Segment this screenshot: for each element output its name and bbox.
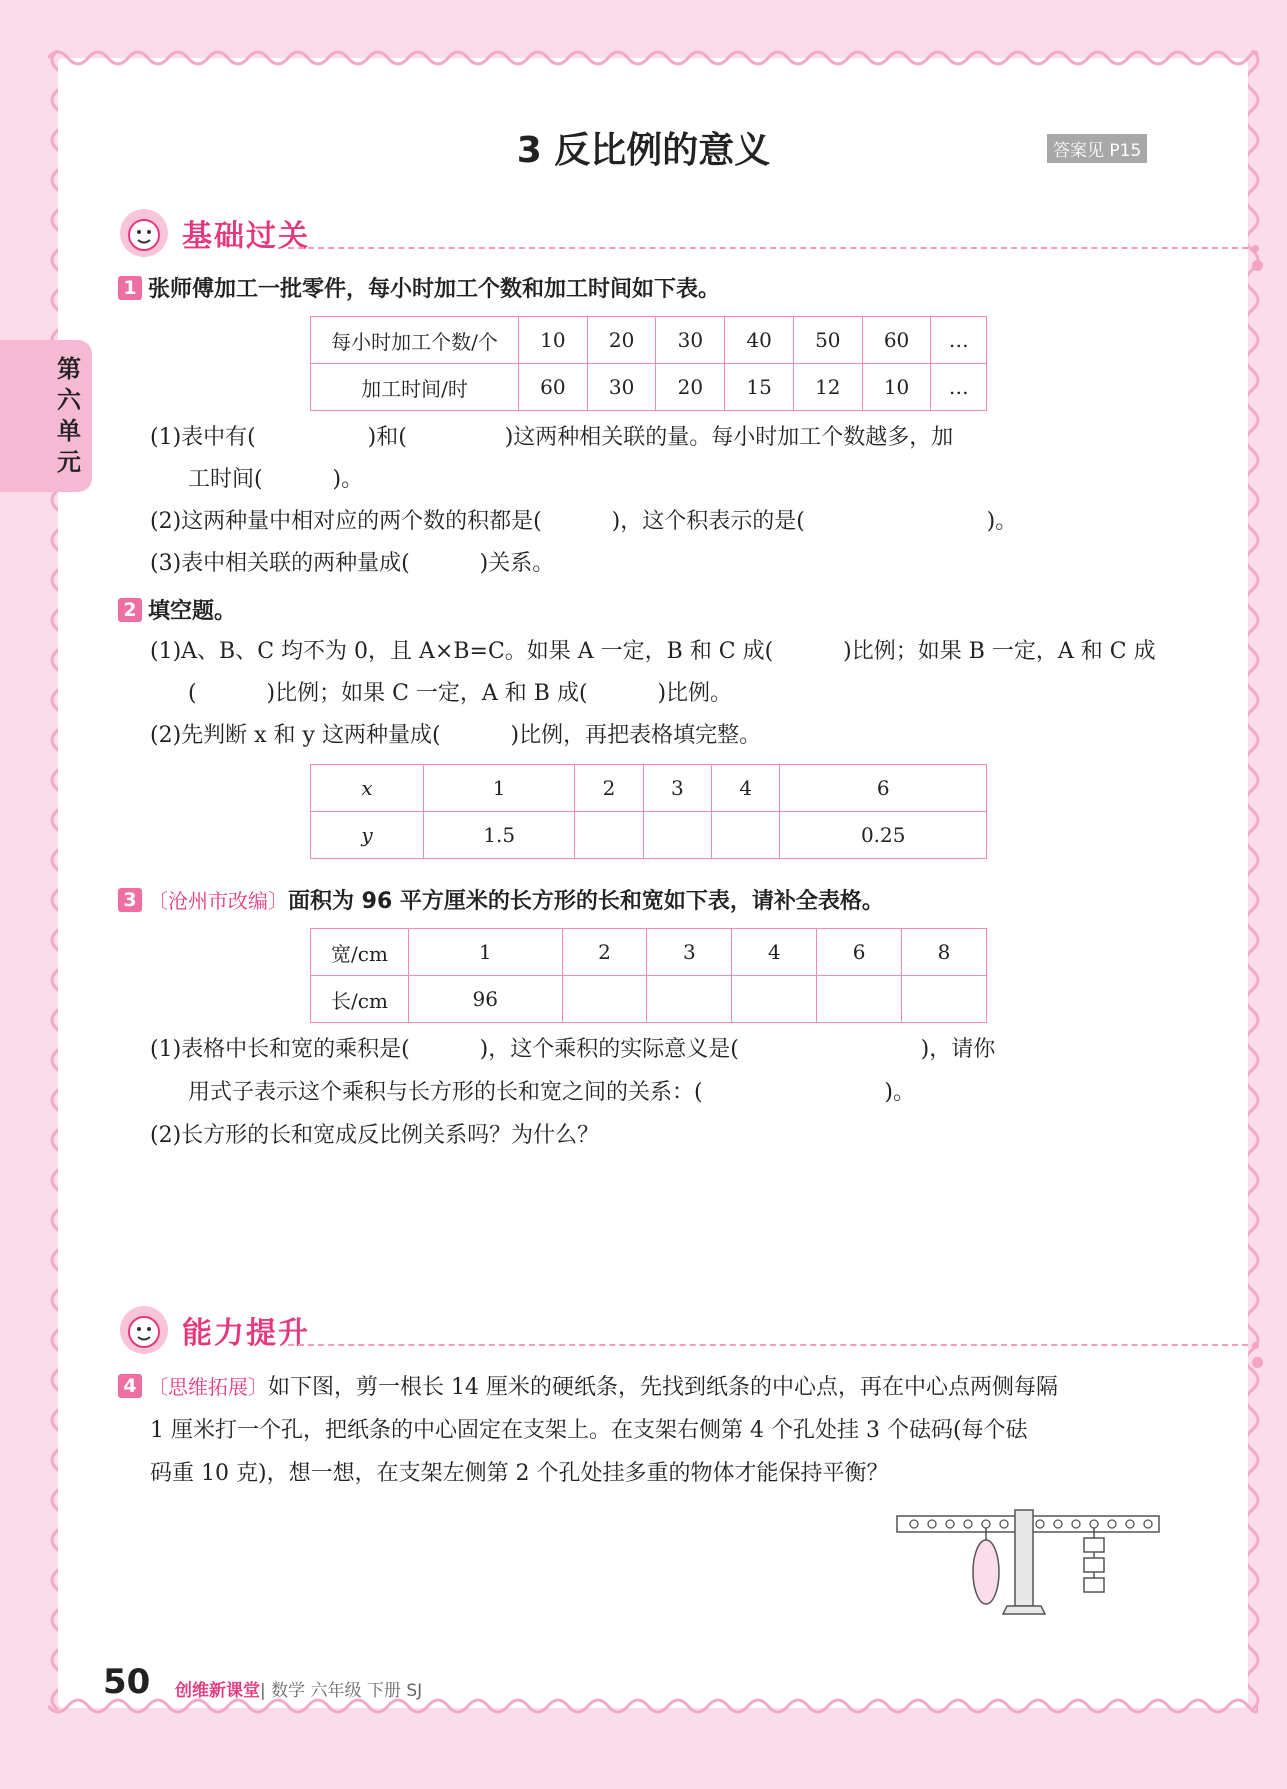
section-divider	[288, 1344, 1248, 1346]
page-number: 50	[103, 1662, 151, 1702]
question-3-table	[310, 928, 987, 1023]
question-number: 3	[118, 888, 142, 912]
section-header-basic	[118, 205, 1168, 261]
table-cell	[647, 976, 732, 1023]
table-cell: 3	[643, 765, 711, 812]
table-cell	[712, 812, 780, 859]
table-row-header: 宽/cm	[311, 929, 409, 976]
table-row-header: y	[311, 812, 424, 859]
table-row-header: 每小时加工个数/个	[311, 317, 519, 364]
table-row	[311, 929, 987, 976]
table-cell	[575, 812, 643, 859]
table-cell: 60	[862, 317, 931, 364]
section-header-advanced	[118, 1302, 1168, 1358]
page-title: 3 反比例的意义	[516, 130, 771, 171]
unit-side-tab-label: 第六单元	[57, 355, 81, 476]
table-cell	[732, 976, 817, 1023]
table-row-header: x	[311, 765, 424, 812]
table-cell	[817, 976, 902, 1023]
table-cell: …	[931, 317, 987, 364]
table-cell: 40	[725, 317, 794, 364]
table-cell: 30	[656, 317, 725, 364]
question-4-line1: 4 〔思维拓展〕如下图，剪一根长 14 厘米的硬纸条，先找到纸条的中心点，再在中心点两侧每隔	[118, 1370, 1058, 1401]
table-row	[311, 812, 987, 859]
question-source-tag: 〔思维拓展〕	[148, 1375, 268, 1399]
section-divider	[288, 247, 1248, 249]
table-cell: 10	[862, 364, 931, 411]
table-cell: 60	[519, 364, 588, 411]
question-number: 1	[118, 276, 142, 300]
table-cell: 20	[656, 364, 725, 411]
table-cell: 50	[793, 317, 862, 364]
table-cell: 1	[409, 929, 563, 976]
footer-brand: 创维新课堂	[175, 1681, 260, 1701]
question-1-table	[310, 316, 987, 411]
table-row	[311, 317, 987, 364]
table-cell	[643, 812, 711, 859]
table-cell: 15	[725, 364, 794, 411]
table-cell: 4	[712, 765, 780, 812]
table-cell: 12	[793, 364, 862, 411]
table-cell: …	[931, 364, 987, 411]
question-number: 2	[118, 598, 142, 622]
q1-part3: (3)表中相关联的两种量成( )关系。	[150, 551, 555, 576]
table-cell: 10	[519, 317, 588, 364]
table-cell: 96	[409, 976, 563, 1023]
table-cell: 1.5	[424, 812, 575, 859]
table-cell: 1	[424, 765, 575, 812]
question-number: 4	[118, 1374, 142, 1398]
table-cell: 3	[647, 929, 732, 976]
unit-side-tab	[0, 340, 92, 492]
table-cell: 8	[902, 929, 987, 976]
q2-part1-line1: (1)A、B、C 均不为 0，且 A×B=C。如果 A 一定，B 和 C 成( )比例；如果 B 一定，A 和 C 成	[150, 639, 1156, 664]
q3-part1-line2: 用式子表示这个乘积与长方形的长和宽之间的关系：( )。	[188, 1080, 915, 1105]
monkey-mascot-icon	[118, 1304, 170, 1356]
table-cell: 6	[817, 929, 902, 976]
question-source-tag: 〔沧州市改编〕	[148, 889, 288, 913]
q2-part2: (2)先判断 x 和 y 这两种量成( )比例，再把表格填完整。	[150, 723, 762, 748]
table-cell: 2	[575, 765, 643, 812]
q3-part2: (2)长方形的长和宽成反比例关系吗？为什么？	[150, 1123, 600, 1148]
table-cell	[562, 976, 647, 1023]
balance-beam-figure	[895, 1508, 1175, 1618]
table-cell: 4	[732, 929, 817, 976]
answer-reference-tag: 答案见 P15	[1047, 134, 1147, 163]
question-4-line2: 1 厘米打一个孔，把纸条的中心固定在支架上。在支架右侧第 4 个孔处挂 3 个砝码(每个砝	[150, 1418, 1028, 1443]
section-dots	[1252, 237, 1263, 275]
border-wave-top	[48, 44, 1258, 68]
monkey-mascot-icon	[118, 207, 170, 259]
footer-info: 创维新课堂| 数学 六年级 下册 SJ	[175, 1681, 423, 1701]
q3-part1-line1: (1)表格中长和宽的乘积是( )，这个乘积的实际意义是( )，请你	[150, 1037, 996, 1062]
table-cell: 0.25	[780, 812, 987, 859]
section-title-basic: 基础过关	[182, 219, 310, 254]
table-row-header: 加工时间/时	[311, 364, 519, 411]
question-2-stem: 2 填空题。	[118, 594, 236, 625]
question-1-stem: 1 张师傅加工一批零件，每小时加工个数和加工时间如下表。	[118, 272, 720, 303]
table-row-header: 长/cm	[311, 976, 409, 1023]
table-cell: 20	[587, 317, 656, 364]
q1-part2: (2)这两种量中相对应的两个数的积都是( )，这个积表示的是( )。	[150, 509, 1018, 534]
table-row	[311, 976, 987, 1023]
q2-part1-line2: ( )比例；如果 C 一定，A 和 B 成( )比例。	[188, 681, 733, 706]
q1-part1-line2: 工时间( )。	[188, 467, 364, 492]
section-title-advanced: 能力提升	[182, 1316, 310, 1351]
table-row	[311, 364, 987, 411]
section-dots	[1252, 1334, 1263, 1372]
question-3-stem: 3 〔沧州市改编〕面积为 96 平方厘米的长方形的长和宽如下表，请补全表格。	[118, 884, 884, 915]
table-cell: 2	[562, 929, 647, 976]
table-cell	[902, 976, 987, 1023]
table-row	[311, 765, 987, 812]
table-cell: 6	[780, 765, 987, 812]
table-cell: 30	[587, 364, 656, 411]
question-2-table	[310, 764, 987, 859]
question-4-line3: 码重 10 克)，想一想，在支架左侧第 2 个孔处挂多重的物体才能保持平衡？	[150, 1461, 889, 1486]
q1-part1-line1: (1)表中有( )和( )这两种相关联的量。每小时加工个数越多，加	[150, 425, 954, 450]
